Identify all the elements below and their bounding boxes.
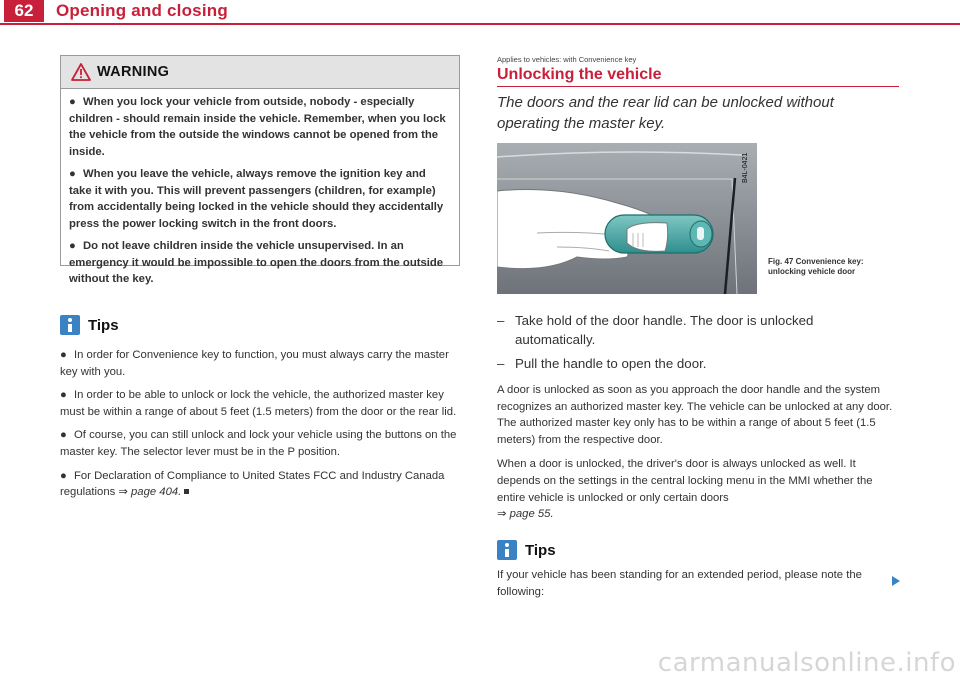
figure-code: B4L-0421 xyxy=(742,152,749,183)
tip-item-text: In order to be able to unlock or lock the vehicle, the authorized master key must be within a range of about 5 feet (1.5 meters) from the door or the rear lid. xyxy=(60,389,457,418)
body-paragraph xyxy=(497,456,899,522)
step-text: Pull the handle to open the door. xyxy=(515,356,707,371)
applies-to-note: Applies to vehicles: with Convenience key xyxy=(497,55,637,64)
bullet-icon: ● xyxy=(69,96,76,108)
info-icon xyxy=(60,315,80,335)
tip-item xyxy=(60,387,462,420)
bullet-icon: ● xyxy=(60,429,67,442)
info-icon xyxy=(497,540,517,560)
warning-item xyxy=(69,238,451,288)
section-rule xyxy=(497,86,899,87)
tips-heading-left xyxy=(60,315,119,335)
step-item xyxy=(497,311,897,349)
tip-item xyxy=(60,347,462,380)
tip-item-text: For Declaration of Compliance to United States FCC and Industry Canada regulations xyxy=(60,469,445,499)
body-paragraph-text: When a door is unlocked, the driver's door is always unlocked as well. It depends on the settings in the central locking menu in the MMI whether the entire vehicle is unlocked or only certain doors xyxy=(497,458,873,504)
warning-body xyxy=(61,89,459,288)
warning-header xyxy=(61,56,459,89)
body-paragraph: A door is unlocked as soon as you approach the door handle and the system recognizes an authorized master key. The vehicle can be unlocked at any door. The authorized master key only has to be within a range of about 5 feet (1.5 meters) from the respective door. xyxy=(497,384,893,446)
warning-item-text: Do not leave children inside the vehicle unsupervised. In an emergency it would be impossible to open the doors from the outside without the key. xyxy=(69,240,444,285)
tips-label: Tips xyxy=(88,316,119,334)
tips-label: Tips xyxy=(525,541,556,559)
bullet-icon: ● xyxy=(60,469,67,482)
bullet-icon: ● xyxy=(60,389,67,402)
bullet-icon: ● xyxy=(69,240,76,252)
warning-triangle-icon xyxy=(71,63,91,81)
door-handle-illustration xyxy=(497,143,757,294)
steps-list xyxy=(497,311,897,378)
warning-box xyxy=(60,55,460,285)
page-reference-link[interactable]: ⇒ page 404. xyxy=(118,486,182,499)
bullet-icon: ● xyxy=(60,349,67,361)
tip-text: If your vehicle has been standing for an extended period, please note the following: xyxy=(497,569,862,598)
warning-item xyxy=(69,94,451,160)
tip-item-text: Of course, you can still unlock and lock your vehicle using the buttons on the master key. The selector lever must be in the P position. xyxy=(60,429,457,458)
warning-item-text: When you lock your vehicle from outside, nobody - especially children - should remain inside the vehicle. Remember, when you lock the vehicle from the outside the windows cannot be opened from the inside. xyxy=(69,96,446,158)
warning-title: WARNING xyxy=(97,64,170,80)
step-item xyxy=(497,354,897,373)
tips-list-left xyxy=(60,347,462,508)
tip-item xyxy=(60,427,462,460)
header-rule xyxy=(0,23,960,25)
dash-icon: – xyxy=(497,313,505,328)
body-text xyxy=(497,382,899,531)
warning-item xyxy=(69,166,451,232)
step-text: Take hold of the door handle. The door is unlocked automatically. xyxy=(515,313,814,347)
section-intro: The doors and the rear lid can be unlocked without operating the master key. xyxy=(497,94,834,132)
chapter-title: Opening and closing xyxy=(56,1,228,20)
warning-item-text: When you leave the vehicle, always remove the ignition key and take it with you. This will prevent passengers (children, for example) from accidentally being locked in the vehicle should they accidentally press the power locking switch in the front doors. xyxy=(69,168,444,230)
next-page-arrow-icon[interactable] xyxy=(891,575,901,587)
tips-heading-right xyxy=(497,540,556,560)
tip-item xyxy=(60,468,462,501)
page-reference-link[interactable]: ⇒ page 55. xyxy=(497,508,554,521)
end-of-section-icon xyxy=(184,489,189,494)
dash-icon: – xyxy=(497,356,505,371)
section-title: Unlocking the vehicle xyxy=(497,66,662,83)
watermark: carmanualsonline.info xyxy=(657,648,956,678)
bullet-icon: ● xyxy=(69,168,76,180)
figure-caption: Fig. 47 Convenience key: unlocking vehicle door xyxy=(768,257,864,276)
figure-door-handle xyxy=(497,143,757,294)
tip-item-text: In order for Convenience key to function, you must always carry the master key with you. xyxy=(60,349,449,378)
page-number: 62 xyxy=(4,0,44,22)
